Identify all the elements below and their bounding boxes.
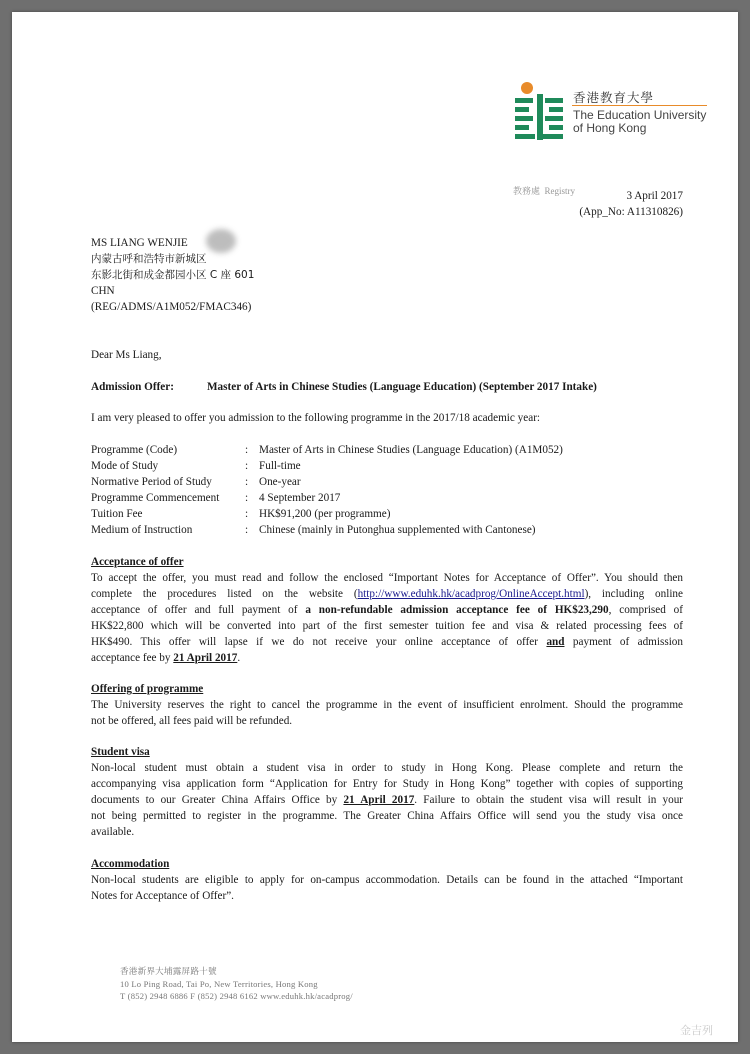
logo-english-line1: The Education University <box>573 108 707 122</box>
programme-details: Programme (Code) : Master of Arts in Chinese Studies (Language Education) (A1M052) Mode of Study : Full-time Normative Period of Study : One-year Programme Commencement : 4 September 2017 Tuition Fee : HK$91,200 (per programme) Medium of Instruction : Chinese (mainly in Putonghua supplemented with Cantonese) <box>91 444 563 536</box>
application-number: (App_No: A11310826) <box>579 206 683 218</box>
redaction-blur <box>206 229 236 253</box>
online-accept-link[interactable]: http://www.eduhk.hk/acadprog/OnlineAccept.html <box>357 588 585 600</box>
recipient-name: MS LIANG WENJIE <box>91 237 188 249</box>
accommodation-paragraph: Non-local students are eligible to apply for on-campus accommodation. Details can be found in the attached “Important Notes for Acceptance of Offer”. <box>91 874 683 902</box>
address-line2: 东影北街和成金都园小区 C 座 601 <box>91 269 255 281</box>
address-country: CHN <box>91 285 115 297</box>
logo-chinese-name: 香港教育大學 <box>573 90 655 105</box>
footer-contact: T (852) 2948 6886 F (852) 2948 6162 www.eduhk.hk/acadprog/ <box>120 991 353 1001</box>
registry-label: 教務處 Registry <box>513 186 576 196</box>
subject-label: Admission Offer: <box>91 381 174 393</box>
acceptance-paragraph: To accept the offer, you must read and follow the enclosed “Important Notes for Acceptance of Offer”. You should then complete the procedures listed on the website (http://www.eduhk.hk/acadprog/OnlineAccept.html), including online acceptance of offer and full payment of a non-refundable admission acceptance fee of HK$23,290, comprised of HK$22,800 which will be converted into part of the first semester tuition fee and visa & related processing fees of HK$490. This offer will lapse if we do not receive your online acceptance of offer and payment of admission acceptance fee by 21 April 2017. <box>91 572 683 664</box>
section-heading-visa: Student visa <box>91 746 150 758</box>
reference-number: (REG/ADMS/A1M052/FMAC346) <box>91 301 252 313</box>
visa-paragraph: Non-local student must obtain a student visa in order to study in Hong Kong. Please complete and return the accompanying visa application form “Application for Entry for Study in Hong Kong” together with copies of supporting documents to our Greater China Affairs Office by 21 April 2017. Failure to obtain the student visa will result in your not being permitted to register in the programme. The Greater China Affairs Office will send you the study visa once available. <box>91 762 684 838</box>
section-heading-accommodation: Accommodation <box>91 858 170 870</box>
section-heading-offering: Offering of programme <box>91 683 204 695</box>
subject-title: Master of Arts in Chinese Studies (Language Education) (September 2017 Intake) <box>207 381 597 393</box>
watermark: 金吉列 <box>680 1024 713 1037</box>
letter-date: 3 April 2017 <box>626 190 683 202</box>
address-line1: 内蒙古呼和浩特市新城区 <box>91 253 207 265</box>
salutation: Dear Ms Liang, <box>91 349 162 361</box>
intro-paragraph: I am very pleased to offer you admission to the following programme in the 2017/18 academic year: <box>91 412 541 424</box>
letter-page <box>12 12 738 1042</box>
logo-english-line2: of Hong Kong <box>573 121 647 135</box>
university-logo-icon <box>513 80 565 140</box>
footer-address-chinese: 香港新界大埔露屏路十號 <box>120 967 217 977</box>
logo-divider <box>572 105 707 106</box>
offering-paragraph: The University reserves the right to cancel the programme in the event of insufficient enrolment. Should the programme not be offered, all fees paid will be refunded. <box>91 699 683 727</box>
footer-address-english: 10 Lo Ping Road, Tai Po, New Territories, Hong Kong <box>120 979 318 989</box>
section-heading-acceptance: Acceptance of offer <box>91 556 184 568</box>
